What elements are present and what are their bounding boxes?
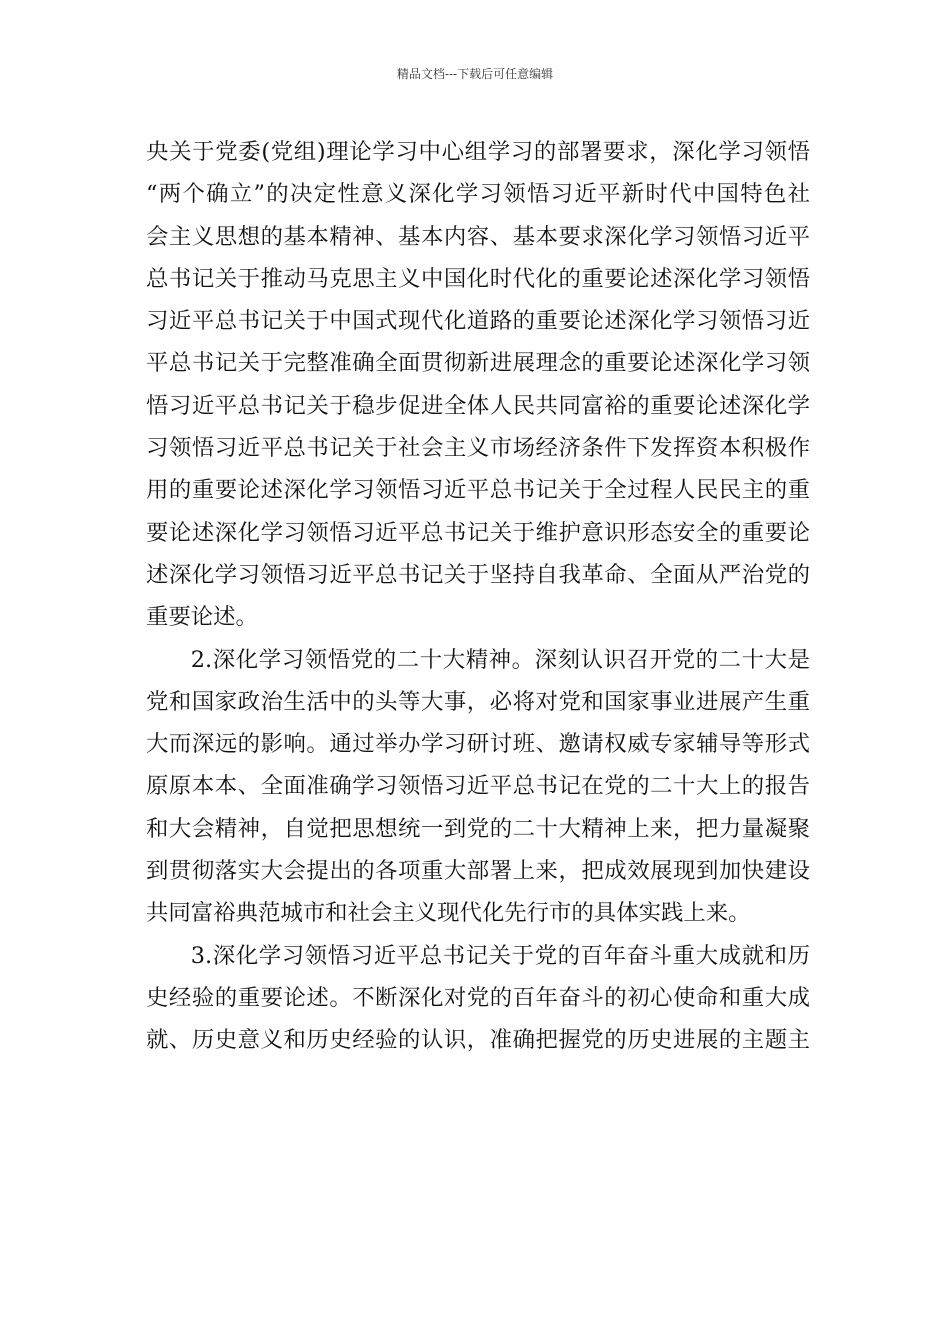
text-line: 就、历史意义和历史经验的认识，准确把握党的历史进展的主题主 bbox=[146, 1027, 810, 1054]
page-header: 精品文档---下载后可任意编辑 bbox=[396, 67, 554, 81]
text-line: 2.深化学习领悟党的二十大精神。深刻认识召开党的二十大是 bbox=[190, 646, 810, 673]
text-line: 到贯彻落实大会提出的各项重大部署上来，把成效展现到加快建设 bbox=[146, 858, 810, 885]
text-line: 3.深化学习领悟习近平总书记关于党的百年奋斗重大成就和历 bbox=[190, 942, 810, 969]
text-line: 用的重要论述深化学习领悟习近平总书记关于全过程人民民主的重 bbox=[146, 477, 810, 504]
text-line: 史经验的重要论述。不断深化对党的百年奋斗的初心使命和重大成 bbox=[146, 984, 810, 1011]
text-line: 和大会精神，自觉把思想统一到党的二十大精神上来，把力量凝聚 bbox=[146, 815, 810, 842]
text-line: 平总书记关于完整准确全面贯彻新进展理念的重要论述深化学习领 bbox=[146, 350, 810, 377]
text-line: 大而深远的影响。通过举办学习研讨班、邀请权威专家辅导等形式 bbox=[146, 731, 810, 758]
text-line: 悟习近平总书记关于稳步促进全体人民共同富裕的重要论述深化学 bbox=[146, 392, 810, 419]
text-line: 党和国家政治生活中的头等大事，必将对党和国家事业进展产生重 bbox=[146, 688, 810, 715]
text-line: 原原本本、全面准确学习领悟习近平总书记在党的二十大上的报告 bbox=[146, 773, 810, 800]
text-line: 习近平总书记关于中国式现代化道路的重要论述深化学习领悟习近 bbox=[146, 308, 810, 335]
text-line: 习领悟习近平总书记关于社会主义市场经济条件下发挥资本积极作 bbox=[146, 435, 810, 462]
text-line: 央关于党委(党组)理论学习中心组学习的部署要求，深化学习领悟 bbox=[146, 139, 810, 165]
text-line: 总书记关于推动马克思主义中国化时代化的重要论述深化学习领悟 bbox=[146, 265, 810, 292]
text-line: “两个确立”的决定性意义深化学习领悟习近平新时代中国特色社 bbox=[146, 181, 810, 208]
text-line: 会主义思想的基本精神、基本内容、基本要求深化学习领悟习近平 bbox=[146, 223, 810, 250]
text-line: 重要论述。 bbox=[146, 604, 258, 631]
text-line: 述深化学习领悟习近平总书记关于坚持自我革命、全面从严治党的 bbox=[146, 561, 810, 588]
text-line: 要论述深化学习领悟习近平总书记关于维护意识形态安全的重要论 bbox=[146, 519, 810, 546]
body-text bbox=[146, 131, 810, 1062]
text-line: 共同富裕典范城市和社会主义现代化先行市的具体实践上来。 bbox=[146, 900, 751, 927]
